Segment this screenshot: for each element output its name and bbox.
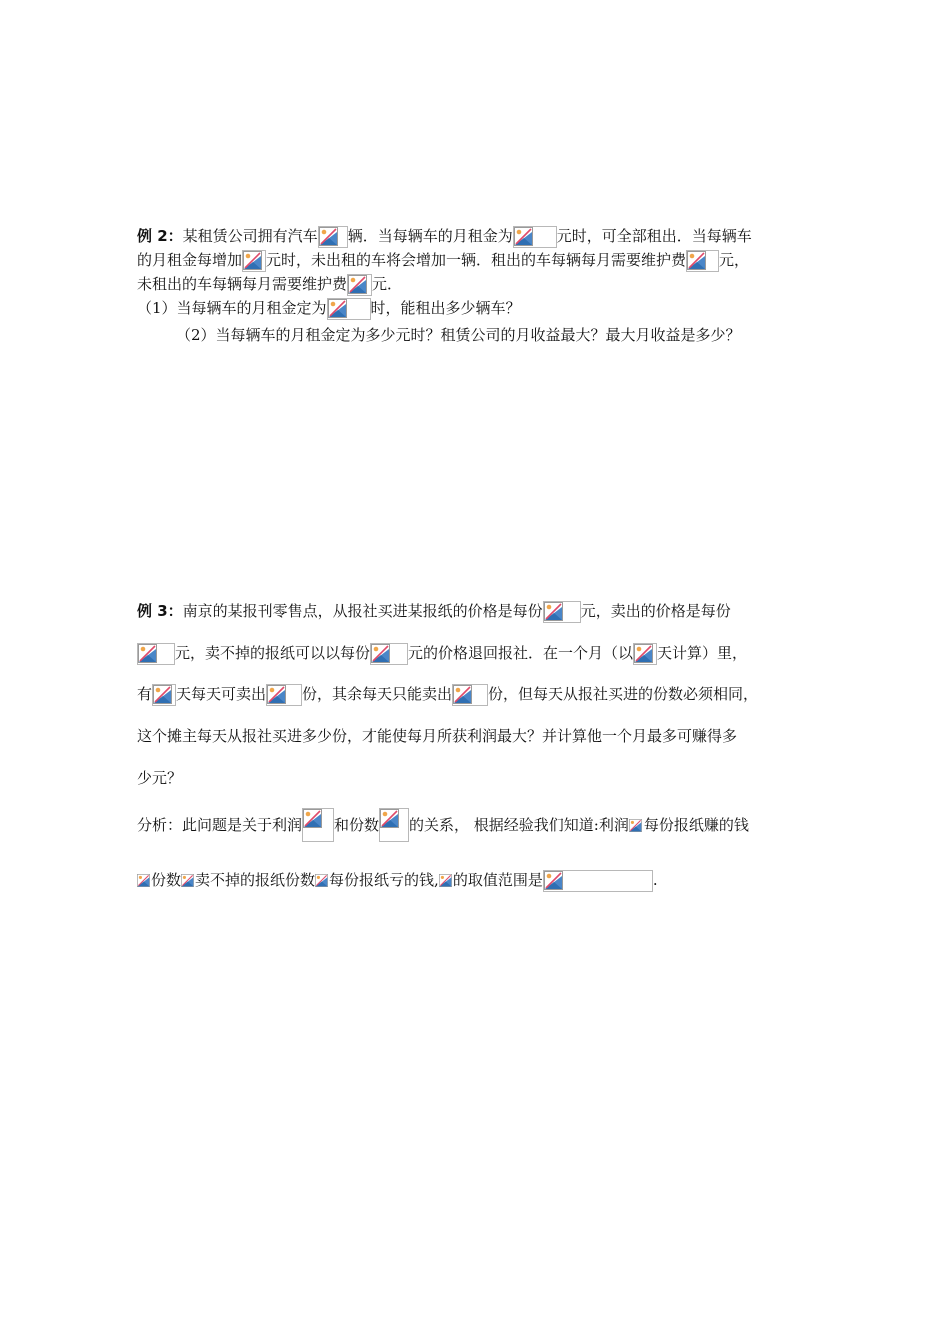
text: 元． <box>372 275 403 293</box>
formula-image <box>347 274 372 296</box>
text: 这个摊主每天从报社买进多少份，才能使每月所获利润最大？并计算他一个月最多可赚得多 <box>137 727 738 745</box>
text: （2）当每辆车的月租金定为多少元时？租赁公司的月收益最大？最大月收益是多少？ <box>176 326 741 344</box>
text: 元时，可全部租出．当每辆车 <box>556 227 752 245</box>
formula-image <box>513 226 557 248</box>
text: 的月租金每增加 <box>137 251 243 269</box>
text: 辆．当每辆车的月租金为 <box>347 227 513 245</box>
text: 每份报纸赚的钱 <box>643 816 749 834</box>
formula-image <box>379 808 409 842</box>
formula-image <box>327 298 371 320</box>
text: 时，能租出多少辆车？ <box>370 299 521 317</box>
broken-image-icon <box>371 644 390 663</box>
example3-line2 <box>137 643 747 665</box>
text: 元， <box>719 251 750 269</box>
example2-question2 <box>176 325 741 345</box>
formula-image <box>439 874 453 888</box>
formula-image <box>686 250 719 272</box>
text: 南京的某报刊零售点，从报社买进某报纸的价格是每份 <box>182 602 543 620</box>
broken-image-icon <box>439 874 452 887</box>
example3-line1 <box>137 601 731 623</box>
analysis-line2 <box>137 870 658 892</box>
formula-image <box>629 819 644 833</box>
formula-image <box>452 684 488 706</box>
text: 和份数 <box>334 816 380 834</box>
text: 份，但每天从报社买进的份数必须相同， <box>488 685 759 703</box>
example3-line4 <box>137 726 737 746</box>
broken-image-icon <box>544 871 563 890</box>
formula-image <box>633 643 657 665</box>
formula-image <box>242 250 266 272</box>
example2-line1 <box>137 226 752 248</box>
text: 分析：此问题是关于利润 <box>137 816 303 834</box>
example3-line3 <box>137 684 758 706</box>
text: 卖不掉的报纸份数 <box>195 871 316 889</box>
example2-line2 <box>137 250 749 272</box>
broken-image-icon <box>328 299 347 318</box>
broken-image-icon <box>634 644 653 663</box>
text: 有 <box>137 685 153 703</box>
analysis-line1 <box>137 808 749 842</box>
broken-image-icon <box>138 644 157 663</box>
text: 元时，未出租的车将会增加一辆．租出的车每辆每月需要维护费 <box>266 251 687 269</box>
text: 元，卖出的价格是每份 <box>580 602 731 620</box>
broken-image-icon <box>453 685 472 704</box>
example2-label: 例 2： <box>137 227 183 245</box>
text: 份数 <box>151 871 182 889</box>
text: 天每天可卖出 <box>176 685 267 703</box>
broken-image-icon <box>153 685 172 704</box>
formula-image <box>370 643 408 665</box>
broken-image-icon <box>380 809 399 828</box>
text: 的取值范围是 <box>452 871 543 889</box>
formula-image <box>302 808 334 842</box>
broken-image-icon <box>267 685 286 704</box>
example3-label: 例 3： <box>137 602 183 620</box>
text: 某租赁公司拥有汽车 <box>182 227 318 245</box>
broken-image-icon <box>315 874 328 887</box>
text: 元的价格退回报社．在一个月（以 <box>408 644 634 662</box>
broken-image-icon <box>319 227 338 246</box>
broken-image-icon <box>303 809 322 828</box>
text: 的关系， 根据经验我们知道:利润 <box>409 816 629 834</box>
text: 天计算）里， <box>657 644 748 662</box>
formula-image <box>543 870 653 892</box>
text: 每份报纸亏的钱, <box>329 871 439 889</box>
formula-image <box>315 874 329 888</box>
broken-image-icon <box>137 874 150 887</box>
text: 未租出的车每辆每月需要维护费 <box>137 275 348 293</box>
broken-image-icon <box>514 227 533 246</box>
formula-image <box>181 874 195 888</box>
example2-line3 <box>137 274 402 296</box>
formula-image <box>137 874 151 888</box>
broken-image-icon <box>629 819 642 832</box>
example3-line5 <box>137 768 182 788</box>
formula-image <box>137 643 175 665</box>
broken-image-icon <box>181 874 194 887</box>
broken-image-icon <box>243 251 262 270</box>
formula-image <box>152 684 176 706</box>
broken-image-icon <box>544 602 563 621</box>
text: . <box>652 871 658 889</box>
text: （1）当每辆车的月租金定为 <box>137 299 327 317</box>
text: 份，其余每天只能卖出 <box>302 685 453 703</box>
broken-image-icon <box>687 251 706 270</box>
formula-image <box>266 684 302 706</box>
broken-image-icon <box>348 275 367 294</box>
formula-image <box>543 601 581 623</box>
example2-question1 <box>137 298 521 320</box>
text: 元，卖不掉的报纸可以以每份 <box>175 644 371 662</box>
text: 少元？ <box>137 769 183 787</box>
formula-image <box>318 226 348 248</box>
